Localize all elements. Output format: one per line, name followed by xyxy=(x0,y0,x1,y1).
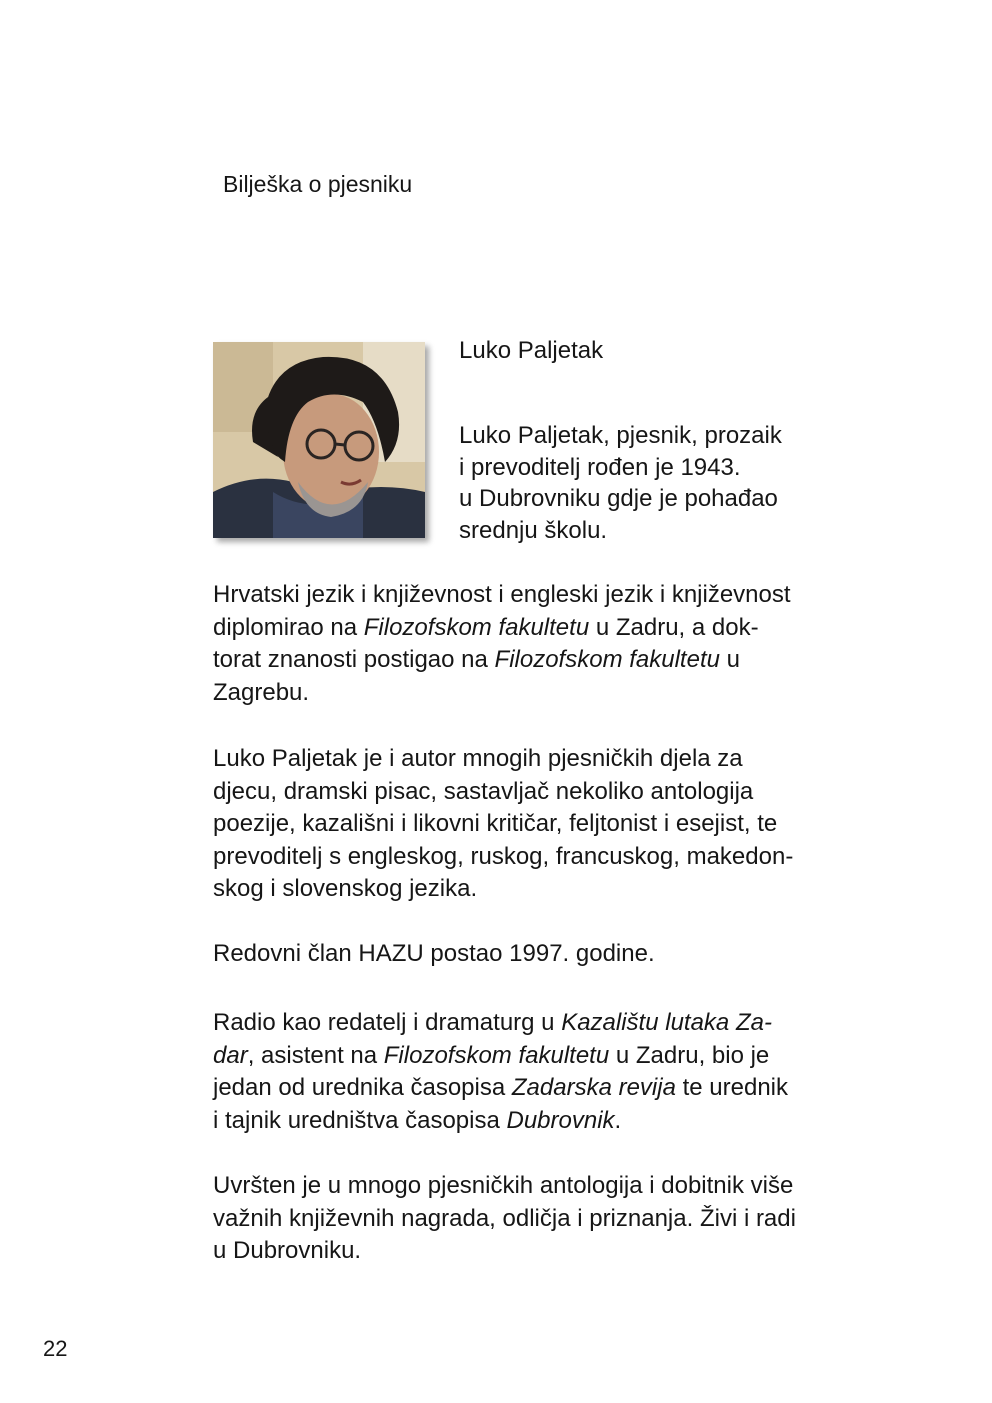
italic-run: Kazalištu lutaka Za- xyxy=(561,1009,772,1036)
paragraph-line: djecu, dramski pisac, sastavljač nekoliko antologija xyxy=(213,777,754,805)
text-run: . xyxy=(614,1106,622,1134)
text-run: u Zadru, a dok- xyxy=(589,613,759,641)
paragraph-line: Zagrebu. xyxy=(213,678,310,706)
italic-run: dar xyxy=(213,1041,248,1069)
page-number: 22 xyxy=(43,1336,68,1361)
text-run: torat znanosti postigao na xyxy=(213,646,495,673)
paragraph-line xyxy=(213,1040,903,1073)
paragraph-line: Redovni član HAZU postao 1997. godine. xyxy=(213,940,655,967)
portrait-photo-icon xyxy=(213,342,425,538)
author-name: Luko Paljetak xyxy=(459,337,604,364)
italic-run: Filozofskom fakultetu xyxy=(383,1041,610,1069)
italic-run: Filozofskom fakultetu xyxy=(494,646,720,673)
intro-line: u Dubrovniku gdje je pohađao xyxy=(459,485,778,512)
intro-line: srednju školu. xyxy=(459,516,608,544)
paragraph-line: Hrvatski jezik i književnost i engleski jezik i književnost xyxy=(213,581,791,608)
intro-line: Luko Paljetak, pjesnik, prozaik xyxy=(459,422,782,449)
paragraph-line: prevoditelj s engleskog, ruskog, francuskog, makedon- xyxy=(213,842,794,870)
paragraph-line: poezije, kazališni i likovni kritičar, feljtonist i esejist, te xyxy=(213,810,778,837)
paragraph-line xyxy=(213,1072,903,1105)
text-run: te urednik xyxy=(675,1074,789,1101)
paragraph-line xyxy=(213,1105,903,1138)
awards-paragraph xyxy=(213,1170,903,1268)
works-paragraph xyxy=(213,743,903,906)
section-heading: Bilješka o pjesniku xyxy=(223,171,413,197)
paragraph-line: Uvršten je u mnogo pjesničkih antologija i dobitnik više xyxy=(213,1172,794,1199)
paragraph-line: Luko Paljetak je i autor mnogih pjesničkih djela za xyxy=(213,745,743,772)
text-run: Radio kao redatelj i dramaturg u xyxy=(213,1009,562,1036)
intro-paragraph xyxy=(459,420,879,546)
text-run: , asistent na xyxy=(247,1041,384,1069)
author-photo xyxy=(213,342,425,538)
paragraph-line xyxy=(213,612,903,645)
education-paragraph xyxy=(213,579,903,709)
membership-paragraph xyxy=(213,938,903,971)
text-run: diplomirao na xyxy=(213,613,364,641)
text-run: u xyxy=(719,646,740,673)
career-paragraph xyxy=(213,1007,903,1137)
paragraph-line: važnih književnih nagrada, odličja i priznanja. Živi i radi xyxy=(213,1204,796,1232)
intro-line: i prevoditelj rođen je 1943. xyxy=(459,453,741,481)
text-run: jedan od urednika časopisa xyxy=(213,1074,512,1101)
italic-run: Dubrovnik xyxy=(506,1106,615,1134)
italic-run: Filozofskom fakultetu xyxy=(363,613,590,641)
paragraph-line xyxy=(213,1007,903,1040)
paragraph-line: skog i slovenskog jezika. xyxy=(213,875,478,902)
text-run: u Zadru, bio je xyxy=(609,1041,770,1069)
paragraph-line xyxy=(213,644,903,677)
italic-run: Zadarska revija xyxy=(511,1074,676,1101)
text-run: i tajnik uredništva časopisa xyxy=(213,1106,507,1134)
paragraph-line: u Dubrovniku. xyxy=(213,1237,362,1264)
